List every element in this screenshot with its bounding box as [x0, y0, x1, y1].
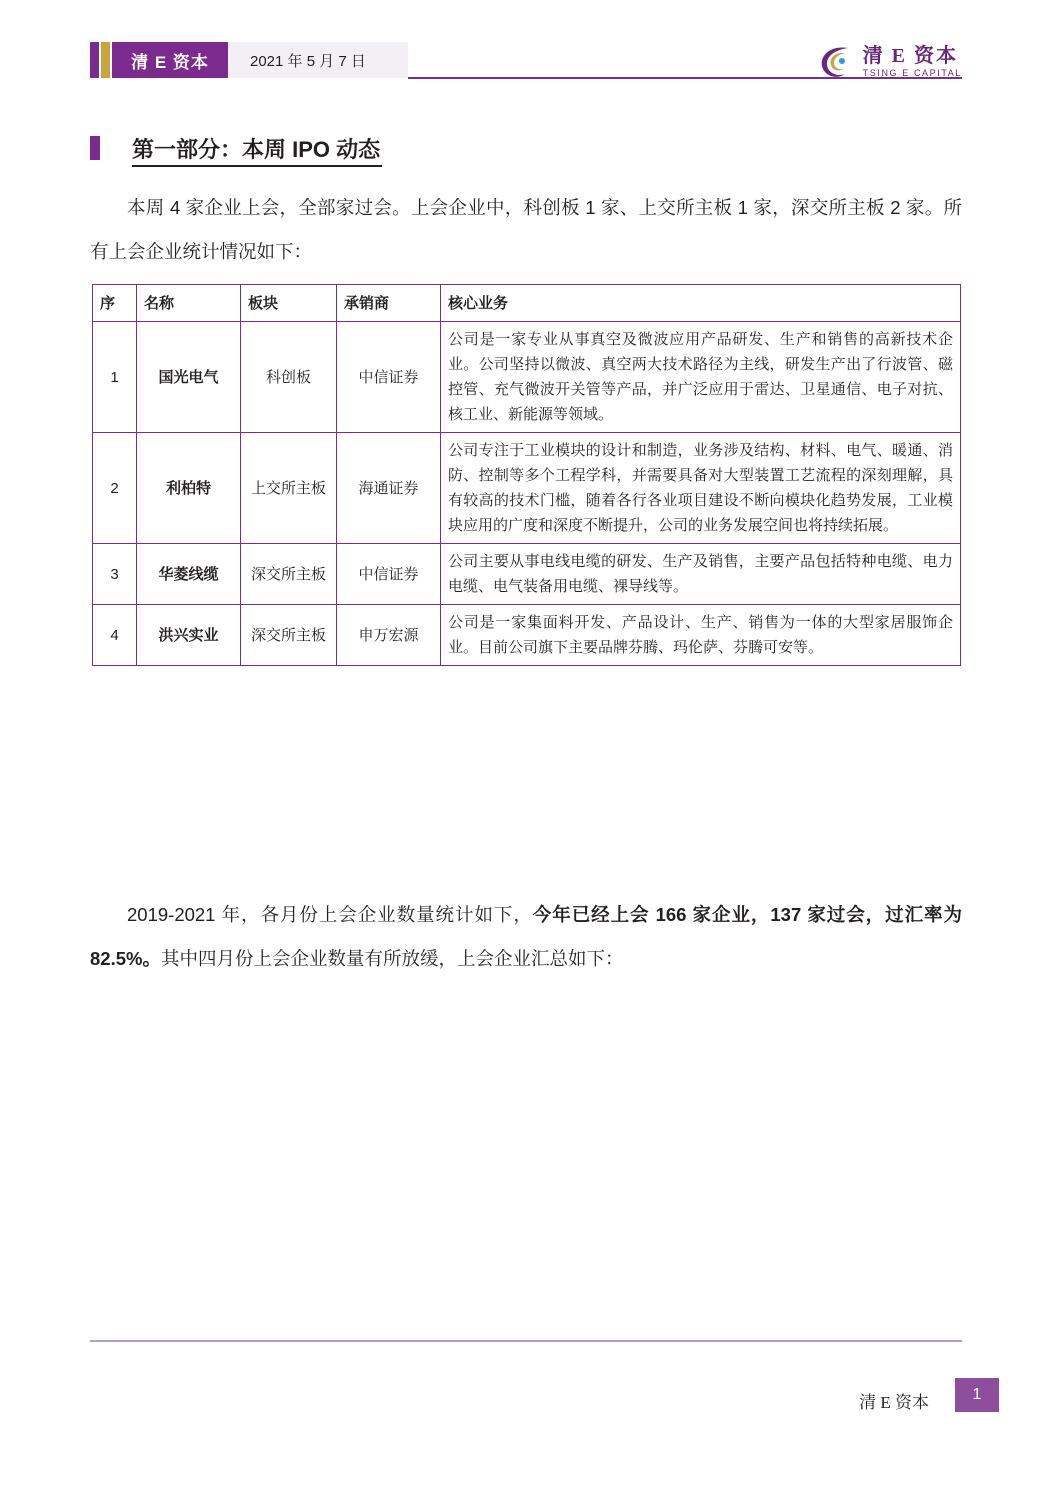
header-brand-label: 清 E 资本: [112, 42, 228, 78]
header-date-label: 2021 年 5 月 7 日: [228, 42, 408, 78]
row-index: 3: [93, 544, 137, 605]
footer-divider-line: [90, 1340, 962, 1342]
stats-suffix-text: 其中四月份上会企业数量有所放缓，上会企业汇总如下：: [160, 948, 624, 969]
row-business: 公司是一家专业从事真空及微波应用产品研发、生产和销售的高新技术企业。公司坚持以微波、真空两大技术路径为主线，研发生产出了行波管、磁控管、充气微波开关管等产品，并广泛应用于雷达、卫星通信、电子对抗、核工业、新能源等领域。: [441, 322, 961, 433]
ipo-table-wrapper: [92, 284, 960, 666]
logo-chinese-name: 清 E 资本: [862, 45, 958, 68]
row-index: 1: [93, 322, 137, 433]
table-header-name: 名称: [137, 285, 241, 322]
footer-brand-label: 清 E 资本: [859, 1393, 929, 1412]
row-company-name: 国光电气: [137, 322, 241, 433]
row-business: 公司专注于工业模块的设计和制造，业务涉及结构、材料、电气、暖通、消防、控制等多个工程学科，并需要具备对大型装置工艺流程的深刻理解，具有较高的技术门槛，随着各行各业项目建设不断向模块化趋势发展，工业模块应用的广度和深度不断提升，公司的业务发展空间也将持续拓展。: [441, 433, 961, 544]
row-underwriter: 中信证券: [337, 322, 441, 433]
section-heading-underline: [132, 165, 382, 167]
row-underwriter: 中信证券: [337, 544, 441, 605]
page-header: [90, 38, 962, 82]
table-row: [93, 433, 961, 544]
section-heading: [90, 133, 510, 167]
stats-bold-text: 今年已经上会 166 家企业，137 家过会，过汇率为 82.5%。: [90, 904, 962, 969]
row-board: 上交所主板: [241, 433, 337, 544]
row-board: 深交所主板: [241, 544, 337, 605]
stats-prefix-text: 2019-2021 年，各月份上会企业数量统计如下，: [127, 904, 533, 925]
logo-text-block: [863, 45, 962, 78]
table-header-business: 核心业务: [441, 285, 961, 322]
footer-page-number: 1: [955, 1378, 999, 1412]
ipo-table: [92, 284, 961, 666]
row-business: 公司主要从事电线电缆的研发、生产及销售，主要产品包括特种电缆、电力电缆、电气装备用电缆、裸导线等。: [441, 544, 961, 605]
row-board: 深交所主板: [241, 605, 337, 666]
table-row: [93, 605, 961, 666]
table-header-row: [93, 285, 961, 322]
intro-paragraph: 本周 4 家企业上会，全部家过会。上会企业中，科创板 1 家、上交所主板 1 家，深交所主板 2 家。所有上会企业统计情况如下：: [90, 197, 962, 262]
company-logo: [762, 38, 962, 86]
row-index: 2: [93, 433, 137, 544]
table-row: [93, 322, 961, 433]
section-heading-text: 第一部分：本周 IPO 动态: [132, 137, 381, 162]
section-heading-marker: [90, 136, 100, 160]
row-underwriter: 海通证券: [337, 433, 441, 544]
stats-paragraph: [90, 893, 962, 981]
row-company-name: 洪兴实业: [137, 605, 241, 666]
row-index: 4: [93, 605, 137, 666]
row-board: 科创板: [241, 322, 337, 433]
row-underwriter: 申万宏源: [337, 605, 441, 666]
header-accent-bar-purple: [90, 42, 99, 78]
table-header-index: 序: [93, 285, 137, 322]
row-company-name: 华菱线缆: [137, 544, 241, 605]
header-accent-bar-gold: [101, 42, 110, 78]
table-header-board: 板块: [241, 285, 337, 322]
table-header-underwriter: 承销商: [337, 285, 441, 322]
table-row: [93, 544, 961, 605]
logo-swirl-icon: [815, 41, 857, 83]
logo-english-name: TSING E CAPITAL: [862, 68, 962, 79]
row-company-name: 利柏特: [137, 433, 241, 544]
row-business: 公司是一家集面料开发、产品设计、生产、销售为一体的大型家居服饰企业。目前公司旗下主要品牌芬腾、玛伦萨、芬腾可安等。: [441, 605, 961, 666]
